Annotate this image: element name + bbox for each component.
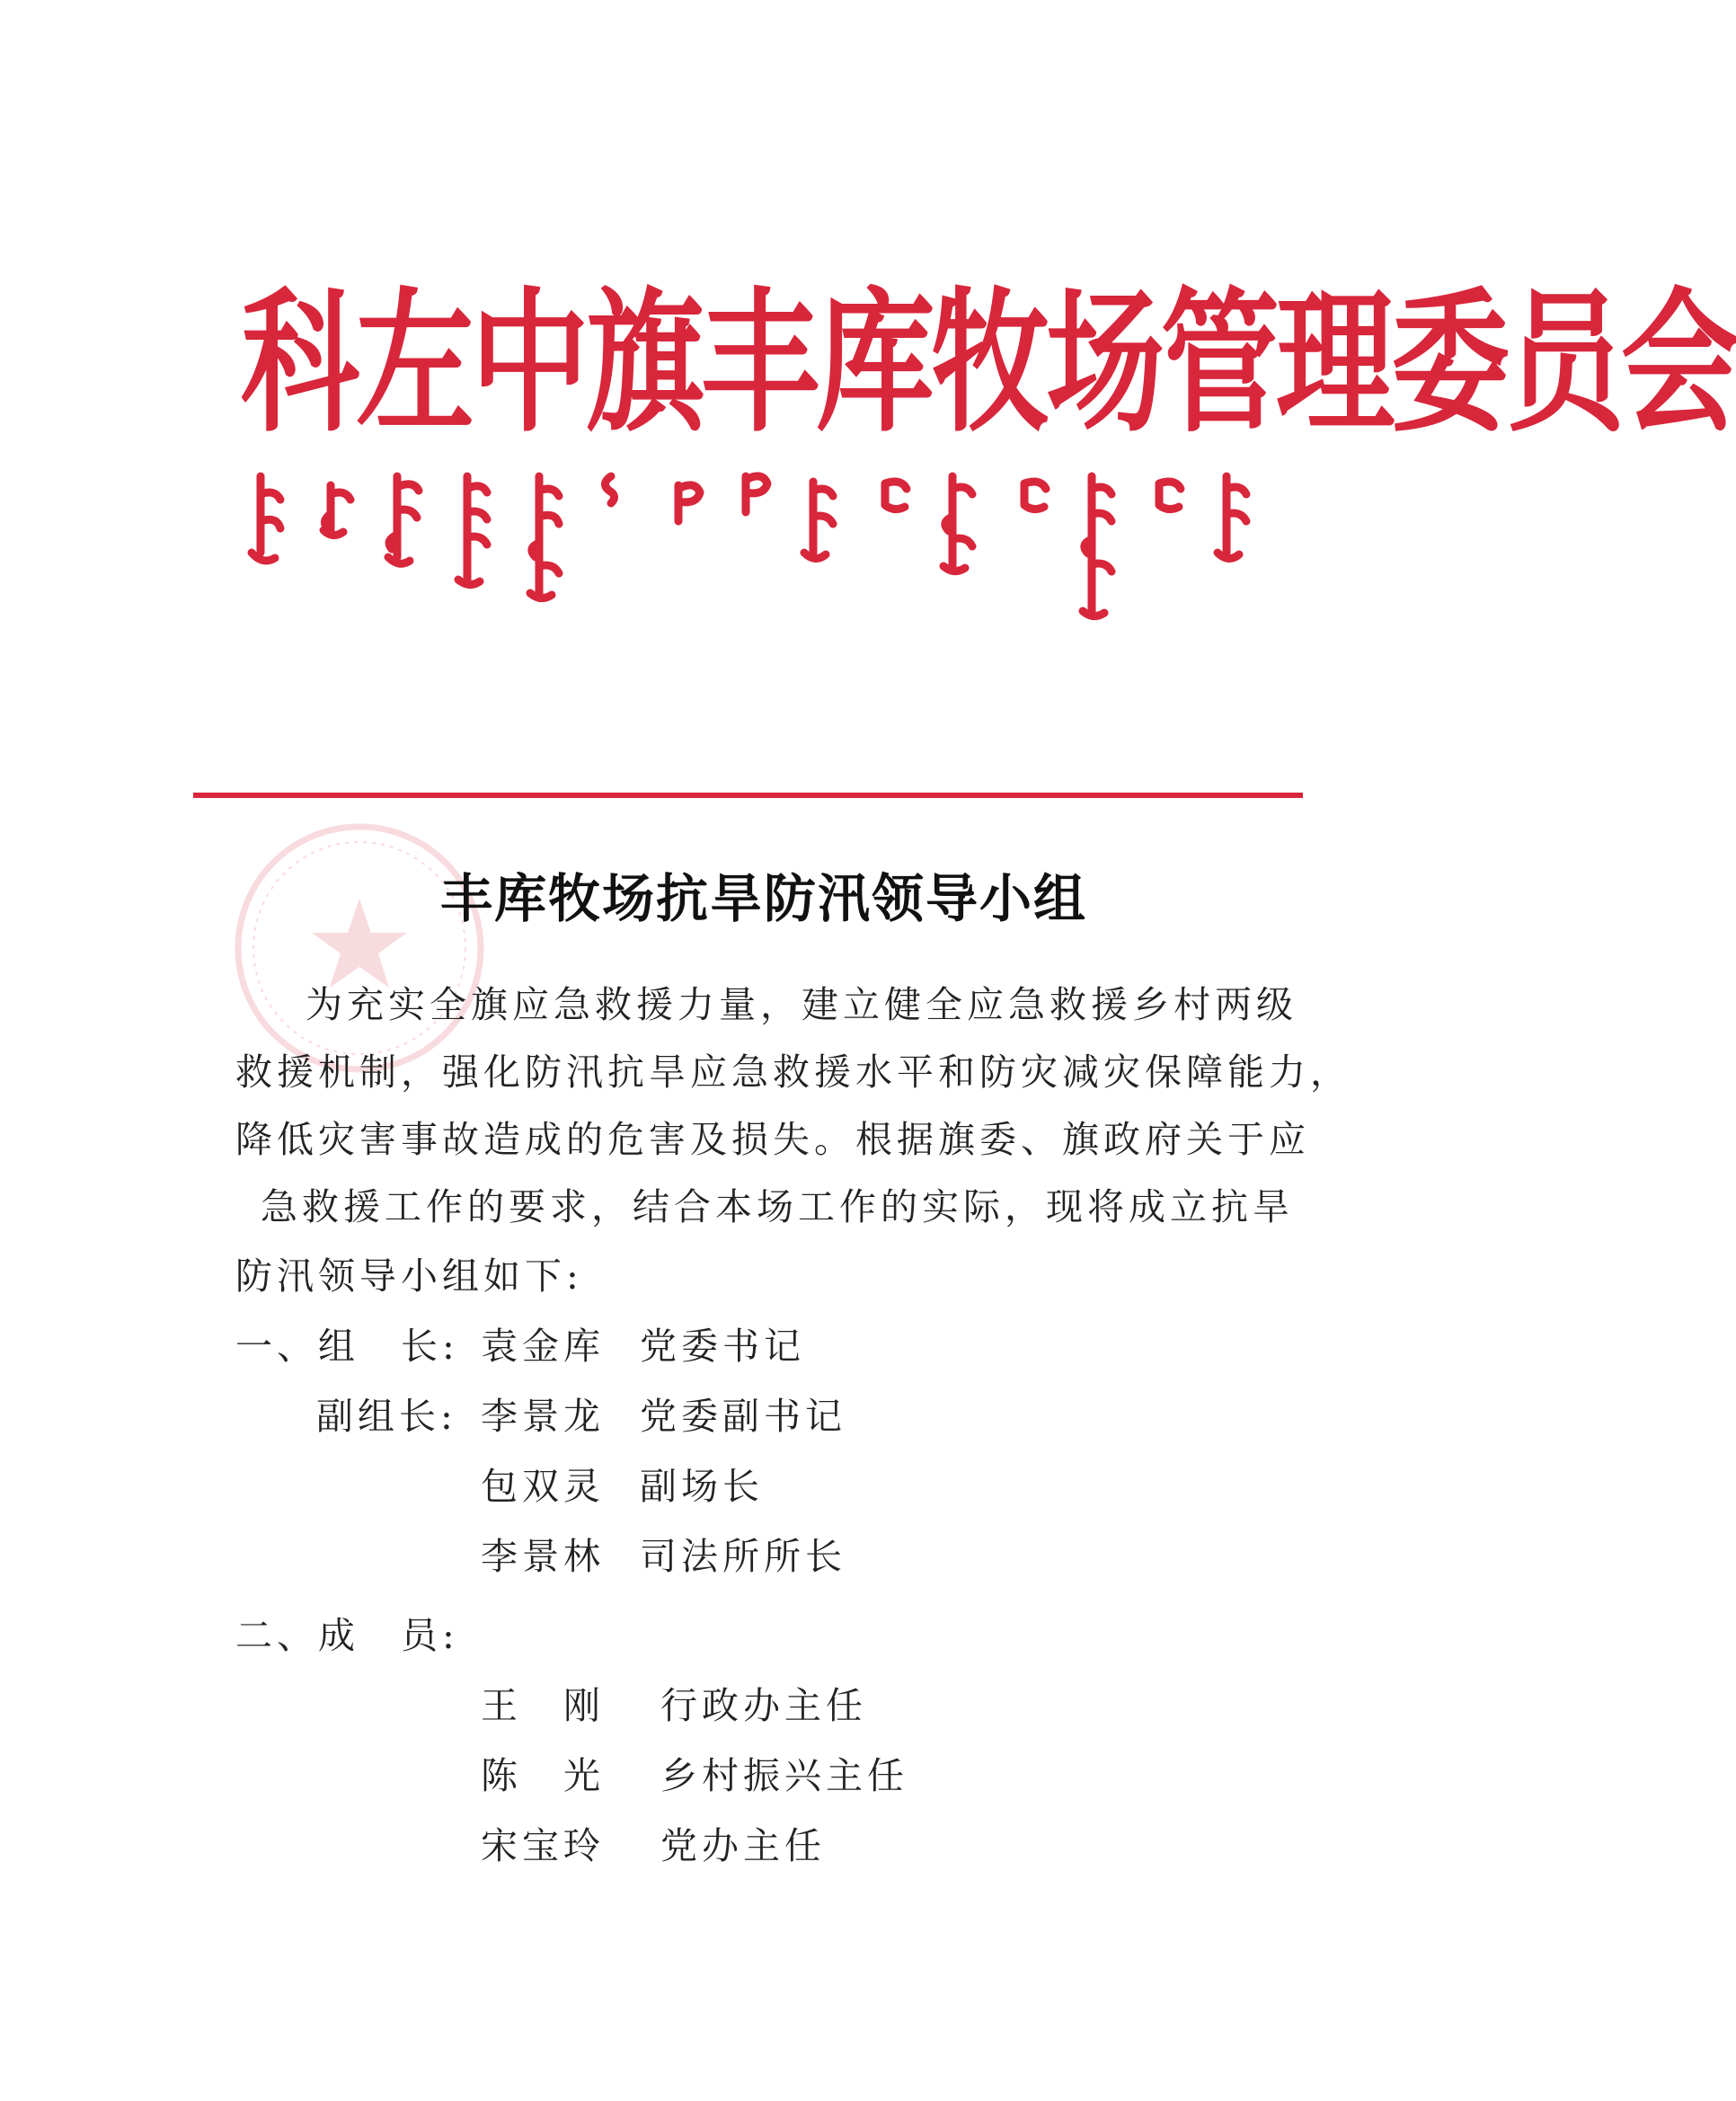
mongolian-script-logo <box>243 467 1258 620</box>
deputy-heading: 副组长: <box>316 1395 457 1438</box>
member-name: 王 刚 <box>481 1684 605 1727</box>
member-name: 陈 光 <box>481 1754 605 1797</box>
paragraph-line-1: 为充实全旗应急救援力量，建立健全应急救援乡村两级 <box>306 983 1298 1026</box>
paragraph-line-3: 降低灾害事故造成的危害及损失。根据旗委、旗政府关于应 <box>235 1118 1310 1161</box>
member-title: 乡村振兴主任 <box>660 1754 908 1797</box>
leader-name: 袁金库 <box>481 1325 605 1368</box>
deputy-name: 包双灵 <box>481 1465 605 1508</box>
official-seal-stamp <box>225 813 494 1083</box>
deputy-title: 副场长 <box>640 1465 764 1508</box>
deputy-title: 党委副书记 <box>640 1395 846 1438</box>
member-title: 行政办主任 <box>660 1684 867 1727</box>
letterhead-divider <box>193 793 1303 798</box>
member-name: 宋宝玲 <box>481 1824 605 1867</box>
deputy-name: 李景龙 <box>481 1395 605 1438</box>
member-title: 党办主任 <box>660 1824 826 1867</box>
paragraph-line-2: 救援机制，强化防汛抗旱应急救援水平和防灾减灾保障能力， <box>235 1050 1351 1094</box>
document-title: 丰库牧场抗旱防汛领导小组 <box>439 868 1087 929</box>
deputy-name: 李景林 <box>481 1535 605 1578</box>
leaders-heading: 一、组 长: <box>235 1325 459 1368</box>
paragraph-line-4: 急救援工作的要求，结合本场工作的实际，现将成立抗旱 <box>261 1185 1294 1228</box>
members-heading: 二、成 员: <box>235 1614 459 1657</box>
leader-title: 党委书记 <box>640 1325 805 1368</box>
letterhead-title: 科左中旗丰库牧场管理委员会 <box>241 273 1736 455</box>
deputy-title: 司法所所长 <box>640 1535 846 1578</box>
paragraph-line-5: 防汛领导小组如下: <box>235 1254 583 1298</box>
